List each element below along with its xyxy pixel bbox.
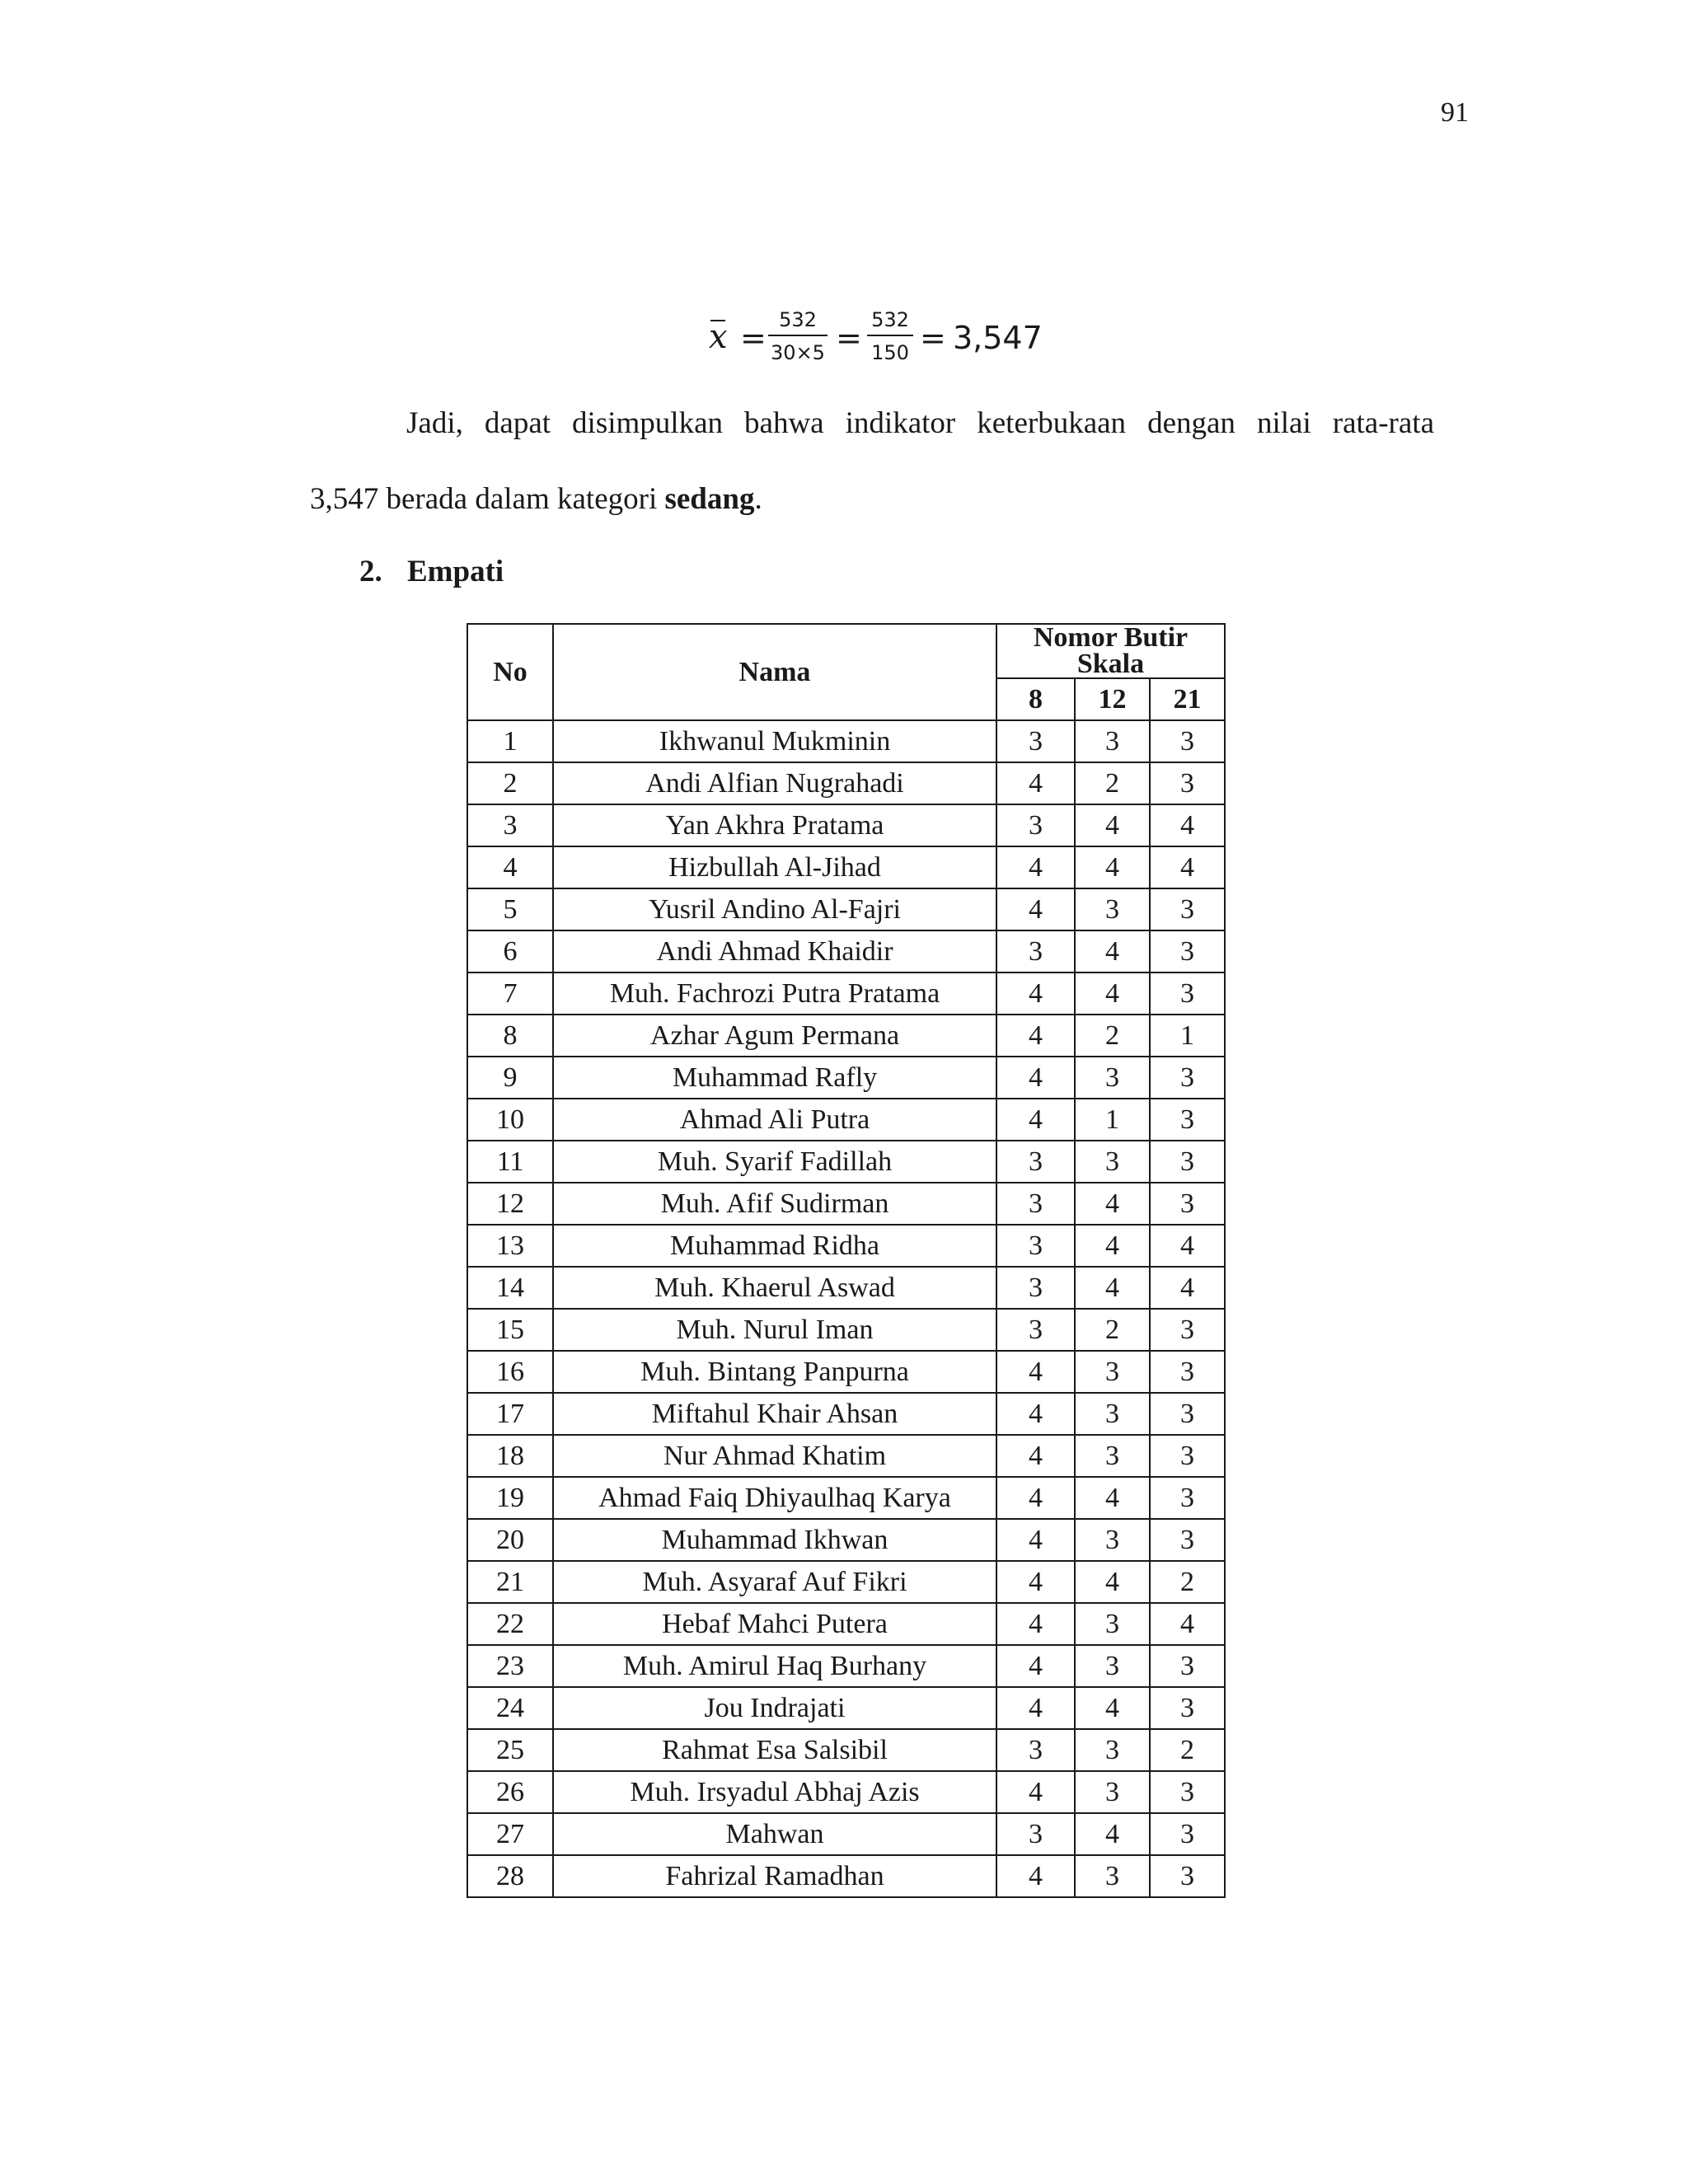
table-row — [467, 1393, 1225, 1435]
empati-score-table — [467, 623, 1226, 1898]
cell-nama: Muh. Irsyadul Abhaj Azis — [553, 1771, 996, 1813]
cell-item-8: 3 — [996, 1267, 1075, 1309]
cell-item-21: 3 — [1150, 930, 1225, 972]
cell-item-21: 3 — [1150, 1771, 1225, 1813]
conclusion-line-2 — [310, 480, 762, 519]
header-nomor-butir-skala: Nomor Butir Skala — [996, 624, 1225, 678]
cell-nama: Muh. Bintang Panpurna — [553, 1351, 996, 1393]
formula-equals-1: = — [740, 320, 767, 356]
table-row — [467, 1519, 1225, 1561]
cell-item-21: 4 — [1150, 1225, 1225, 1267]
table-row — [467, 1687, 1225, 1729]
header-item-12: 12 — [1075, 678, 1150, 720]
cell-item-8: 4 — [996, 1855, 1075, 1897]
cell-item-21: 2 — [1150, 1561, 1225, 1603]
cell-nama: Mahwan — [553, 1813, 996, 1855]
cell-item-12: 2 — [1075, 762, 1150, 804]
cell-item-8: 4 — [996, 1351, 1075, 1393]
cell-item-8: 4 — [996, 1435, 1075, 1477]
cell-no: 26 — [467, 1771, 553, 1813]
cell-item-21: 4 — [1150, 846, 1225, 888]
cell-nama: Ikhwanul Mukminin — [553, 720, 996, 762]
cell-item-12: 3 — [1075, 1771, 1150, 1813]
cell-no: 13 — [467, 1225, 553, 1267]
cell-item-12: 3 — [1075, 1645, 1150, 1687]
conclusion-period: . — [754, 482, 762, 516]
table-row — [467, 1435, 1225, 1477]
formula-equals-2: = — [836, 320, 862, 356]
cell-nama: Andi Alfian Nugrahadi — [553, 762, 996, 804]
conclusion-line-1: Jadi, dapat disimpulkan bahwa indikator keterbukaan dengan nilai rata-rata — [406, 406, 1434, 440]
cell-item-21: 3 — [1150, 1183, 1225, 1225]
cell-item-21: 3 — [1150, 1855, 1225, 1897]
cell-item-21: 3 — [1150, 1099, 1225, 1141]
formula-fraction-2-numerator: 532 — [871, 308, 909, 331]
page-number: 91 — [1441, 97, 1469, 128]
cell-item-12: 1 — [1075, 1099, 1150, 1141]
cell-item-8: 3 — [996, 1813, 1075, 1855]
header-item-8: 8 — [996, 678, 1075, 720]
cell-nama: Miftahul Khair Ahsan — [553, 1393, 996, 1435]
cell-nama: Fahrizal Ramadhan — [553, 1855, 996, 1897]
cell-item-8: 3 — [996, 1183, 1075, 1225]
cell-item-8: 4 — [996, 1393, 1075, 1435]
cell-no: 6 — [467, 930, 553, 972]
cell-nama: Muh. Khaerul Aswad — [553, 1267, 996, 1309]
header-item-21: 21 — [1150, 678, 1225, 720]
cell-nama: Jou Indrajati — [553, 1687, 996, 1729]
cell-item-12: 4 — [1075, 1561, 1150, 1603]
cell-item-8: 4 — [996, 1057, 1075, 1099]
cell-nama: Muhammad Ridha — [553, 1225, 996, 1267]
table-row — [467, 1309, 1225, 1351]
cell-item-8: 3 — [996, 1309, 1075, 1351]
table-row — [467, 888, 1225, 930]
cell-no: 10 — [467, 1099, 553, 1141]
table-row — [467, 1015, 1225, 1057]
cell-item-21: 3 — [1150, 1141, 1225, 1183]
table-row — [467, 1645, 1225, 1687]
cell-nama: Muh. Afif Sudirman — [553, 1183, 996, 1225]
cell-no: 25 — [467, 1729, 553, 1771]
table-row — [467, 1813, 1225, 1855]
cell-no: 2 — [467, 762, 553, 804]
cell-item-12: 3 — [1075, 1351, 1150, 1393]
cell-item-12: 4 — [1075, 846, 1150, 888]
table-row — [467, 1225, 1225, 1267]
cell-nama: Muh. Asyaraf Auf Fikri — [553, 1561, 996, 1603]
formula-fraction-2 — [867, 308, 913, 364]
formula-fraction-2-denominator: 150 — [867, 335, 913, 364]
cell-nama: Yan Akhra Pratama — [553, 804, 996, 846]
table-row — [467, 930, 1225, 972]
cell-item-12: 2 — [1075, 1015, 1150, 1057]
cell-item-8: 4 — [996, 1687, 1075, 1729]
cell-item-8: 4 — [996, 1477, 1075, 1519]
table-row — [467, 1267, 1225, 1309]
cell-item-8: 3 — [996, 804, 1075, 846]
cell-item-21: 4 — [1150, 804, 1225, 846]
cell-item-21: 3 — [1150, 972, 1225, 1015]
cell-item-21: 3 — [1150, 1813, 1225, 1855]
cell-item-8: 3 — [996, 1141, 1075, 1183]
cell-item-12: 3 — [1075, 1603, 1150, 1645]
cell-no: 23 — [467, 1645, 553, 1687]
cell-no: 1 — [467, 720, 553, 762]
header-no: No — [467, 624, 553, 720]
formula-fraction-1 — [768, 308, 828, 364]
cell-item-21: 4 — [1150, 1603, 1225, 1645]
cell-no: 18 — [467, 1435, 553, 1477]
cell-item-12: 3 — [1075, 1855, 1150, 1897]
cell-item-8: 4 — [996, 762, 1075, 804]
cell-nama: Muh. Syarif Fadillah — [553, 1141, 996, 1183]
cell-no: 4 — [467, 846, 553, 888]
cell-no: 3 — [467, 804, 553, 846]
cell-item-12: 3 — [1075, 1519, 1150, 1561]
table-row — [467, 1057, 1225, 1099]
cell-item-21: 3 — [1150, 762, 1225, 804]
cell-item-8: 4 — [996, 1519, 1075, 1561]
table-row — [467, 1099, 1225, 1141]
cell-nama: Azhar Agum Permana — [553, 1015, 996, 1057]
cell-no: 19 — [467, 1477, 553, 1519]
cell-item-21: 3 — [1150, 888, 1225, 930]
cell-item-8: 4 — [996, 1771, 1075, 1813]
cell-item-8: 3 — [996, 720, 1075, 762]
cell-no: 20 — [467, 1519, 553, 1561]
cell-item-21: 3 — [1150, 1309, 1225, 1351]
cell-item-8: 4 — [996, 972, 1075, 1015]
table-row — [467, 1729, 1225, 1771]
cell-item-8: 4 — [996, 1561, 1075, 1603]
cell-item-12: 4 — [1075, 1687, 1150, 1729]
cell-item-8: 3 — [996, 1225, 1075, 1267]
formula-fraction-1-numerator: 532 — [779, 308, 817, 331]
table-row — [467, 1603, 1225, 1645]
cell-item-12: 4 — [1075, 1813, 1150, 1855]
cell-item-21: 3 — [1150, 1519, 1225, 1561]
cell-item-21: 3 — [1150, 1393, 1225, 1435]
table-row — [467, 1855, 1225, 1897]
cell-no: 28 — [467, 1855, 553, 1897]
section-number: 2. — [359, 555, 382, 588]
cell-no: 17 — [467, 1393, 553, 1435]
cell-no: 8 — [467, 1015, 553, 1057]
cell-item-8: 4 — [996, 1099, 1075, 1141]
cell-item-12: 3 — [1075, 1393, 1150, 1435]
cell-no: 27 — [467, 1813, 553, 1855]
cell-item-8: 3 — [996, 1729, 1075, 1771]
cell-item-12: 3 — [1075, 1729, 1150, 1771]
cell-item-8: 4 — [996, 1015, 1075, 1057]
cell-nama: Yusril Andino Al-Fajri — [553, 888, 996, 930]
cell-item-12: 3 — [1075, 1057, 1150, 1099]
cell-no: 22 — [467, 1603, 553, 1645]
table-row — [467, 1351, 1225, 1393]
cell-nama: Nur Ahmad Khatim — [553, 1435, 996, 1477]
table-row — [467, 846, 1225, 888]
cell-nama: Hebaf Mahci Putera — [553, 1603, 996, 1645]
table-row — [467, 1183, 1225, 1225]
cell-nama: Ahmad Faiq Dhiyaulhaq Karya — [553, 1477, 996, 1519]
cell-item-12: 4 — [1075, 972, 1150, 1015]
section-title: Empati — [407, 555, 504, 588]
cell-nama: Ahmad Ali Putra — [553, 1099, 996, 1141]
cell-no: 5 — [467, 888, 553, 930]
cell-item-12: 4 — [1075, 804, 1150, 846]
cell-nama: Rahmat Esa Salsibil — [553, 1729, 996, 1771]
cell-item-8: 4 — [996, 1603, 1075, 1645]
cell-nama: Muhammad Rafly — [553, 1057, 996, 1099]
table-row — [467, 720, 1225, 762]
category-emphasis: sedang — [664, 482, 755, 516]
table-row — [467, 1771, 1225, 1813]
table-row — [467, 762, 1225, 804]
cell-item-12: 4 — [1075, 1267, 1150, 1309]
cell-nama: Muh. Amirul Haq Burhany — [553, 1645, 996, 1687]
cell-item-12: 4 — [1075, 1183, 1150, 1225]
cell-no: 7 — [467, 972, 553, 1015]
formula-fraction-1-denominator: 30×5 — [768, 335, 828, 364]
header-nama: Nama — [553, 624, 996, 720]
cell-item-21: 3 — [1150, 1057, 1225, 1099]
mean-formula — [0, 307, 1688, 373]
table-row — [467, 804, 1225, 846]
cell-nama: Muh. Fachrozi Putra Pratama — [553, 972, 996, 1015]
cell-no: 9 — [467, 1057, 553, 1099]
cell-item-21: 3 — [1150, 1645, 1225, 1687]
cell-item-12: 3 — [1075, 1435, 1150, 1477]
cell-nama: Andi Ahmad Khaidir — [553, 930, 996, 972]
cell-item-8: 4 — [996, 846, 1075, 888]
cell-nama: Hizbullah Al-Jihad — [553, 846, 996, 888]
cell-item-21: 1 — [1150, 1015, 1225, 1057]
table-body — [467, 720, 1225, 1897]
table-row — [467, 1141, 1225, 1183]
table-row — [467, 972, 1225, 1015]
conclusion-text: 3,547 berada dalam kategori — [310, 482, 665, 516]
cell-item-12: 4 — [1075, 930, 1150, 972]
cell-item-21: 2 — [1150, 1729, 1225, 1771]
cell-no: 15 — [467, 1309, 553, 1351]
cell-no: 24 — [467, 1687, 553, 1729]
cell-item-12: 2 — [1075, 1309, 1150, 1351]
formula-result: 3,547 — [953, 320, 1043, 356]
cell-no: 12 — [467, 1183, 553, 1225]
cell-item-12: 3 — [1075, 1141, 1150, 1183]
cell-nama: Muhammad Ikhwan — [553, 1519, 996, 1561]
cell-no: 21 — [467, 1561, 553, 1603]
cell-item-8: 3 — [996, 930, 1075, 972]
cell-item-21: 4 — [1150, 1267, 1225, 1309]
cell-item-12: 4 — [1075, 1225, 1150, 1267]
cell-no: 11 — [467, 1141, 553, 1183]
formula-mean-symbol: x — [709, 318, 728, 356]
cell-item-12: 4 — [1075, 1477, 1150, 1519]
cell-item-8: 4 — [996, 1645, 1075, 1687]
cell-item-21: 3 — [1150, 1351, 1225, 1393]
cell-item-12: 3 — [1075, 888, 1150, 930]
cell-no: 14 — [467, 1267, 553, 1309]
cell-item-21: 3 — [1150, 1435, 1225, 1477]
cell-item-21: 3 — [1150, 1687, 1225, 1729]
table-row — [467, 1561, 1225, 1603]
cell-nama: Muh. Nurul Iman — [553, 1309, 996, 1351]
table-row — [467, 1477, 1225, 1519]
cell-item-21: 3 — [1150, 720, 1225, 762]
section-heading — [359, 554, 504, 589]
formula-equals-3: = — [920, 320, 946, 356]
cell-item-8: 4 — [996, 888, 1075, 930]
cell-no: 16 — [467, 1351, 553, 1393]
cell-item-12: 3 — [1075, 720, 1150, 762]
cell-item-21: 3 — [1150, 1477, 1225, 1519]
